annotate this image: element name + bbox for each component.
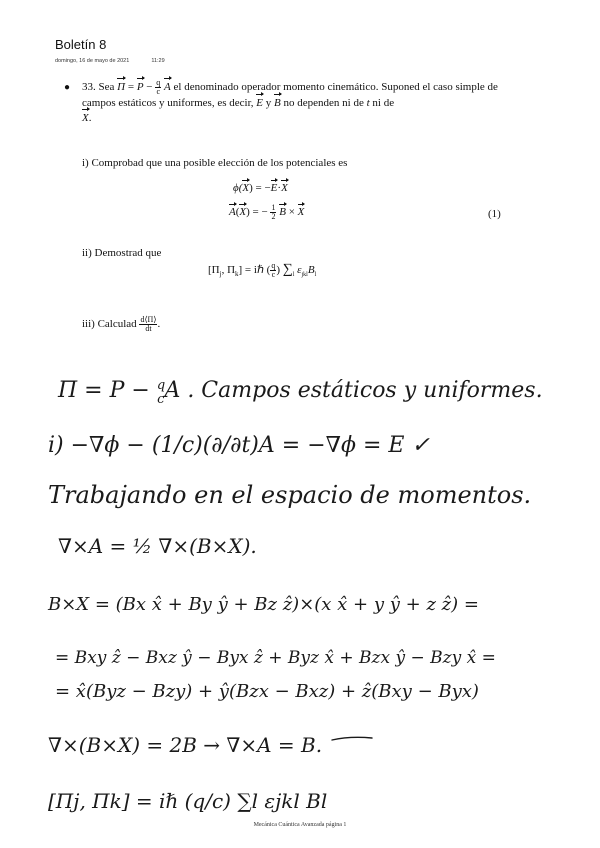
vector-pi: Π [117, 81, 126, 94]
handwriting-line-3: Trabajando en el espacio de momentos. [48, 481, 532, 509]
page-date: domingo, 16 de mayo de 2021 [55, 58, 130, 64]
handwriting-line-7: = x̂(Byz − Bzy) + ŷ(Bzx − Bxz) + ẑ(Bxy − Byx) [55, 681, 479, 702]
problem-statement: 33. Sea Π = P − $\frac{q}{c}$ A el denominado operador momento cinemático. Suponed el caso simple de campos estáticos y uniformes, es decir, E y B no dependen ni de t ni de X. [82, 78, 498, 124]
equation-commutator: [$\Pi_j$, $\Pi_k$] = iℏ ( $\frac{q}{c}$ ) $\sum_l$ $\varepsilon_{jkl}B_l$ [208, 261, 317, 279]
problem-symbol: − [146, 81, 153, 94]
handwriting-line-8: ∇×(B×X) = 2B → ∇×A = B. [48, 733, 323, 757]
page-time: 11:29 [151, 58, 165, 64]
bullet-icon: ● [64, 82, 71, 93]
problem-symbol: = [127, 81, 135, 94]
problem-number: 33. [82, 81, 96, 94]
vector-x: X [82, 112, 89, 124]
symbol-t: t [366, 97, 370, 109]
vector-p: P [136, 81, 144, 94]
vector-a: A [164, 81, 171, 94]
underline-stroke [332, 737, 372, 740]
handwriting-line-4: ∇×A = ½ ∇×(B×X). [58, 534, 257, 558]
handwriting-line-6: = Bxy ẑ − Bxz ŷ − Byx ẑ + Byz x̂ + Bzx ŷ − Bzy x̂ = [55, 648, 496, 668]
part-iii-label: iii) Calculad $\frac{d⟨\Pi⟩}{dt}$ . [82, 315, 161, 333]
problem-word: Sea [98, 81, 115, 94]
part-ii-label: ii) Demostrad que [82, 247, 162, 259]
equation-a: A(X) = − $\frac{1}{2}$ B × X [229, 203, 305, 221]
page-title: Boletín 8 [55, 37, 107, 52]
problem-text: ni de [372, 97, 395, 109]
handwriting-line-1: Π = P − $^q$ cA . Campos estáticos y uniformes. [58, 378, 543, 407]
handwriting-line-5: B×X = (Bx x̂ + By ŷ + Bz ẑ)×(x x̂ + y ŷ + z ẑ) = [48, 594, 479, 615]
problem-word: y [265, 97, 272, 109]
equation-number: (1) [488, 208, 501, 220]
page-footer: Mecánica Cuántica Avanzada página 1 [253, 822, 347, 828]
equation-phi: ϕ(X) = −E·X [233, 182, 288, 194]
problem-text: no dependen ni de [283, 97, 364, 109]
handwriting-line-9: [Πj, Πk] = iℏ (q/c) ∑l εjkl Bl [48, 789, 328, 813]
fraction-q-c: $\frac{q}{c}$ [156, 78, 161, 96]
handwriting-line-2: i) −∇ϕ − (1/c)(∂/∂t)A = −∇ϕ = E ✓ [48, 433, 430, 458]
part-i-label: i) Comprobad que una posible elección de los potenciales es [82, 157, 348, 169]
vector-e: E [256, 97, 264, 109]
vector-b: B [274, 97, 281, 109]
problem-text: el denominado operador momento cinemático. Suponed el caso simple de campos estáticos y uniformes, es decir, [82, 81, 498, 109]
